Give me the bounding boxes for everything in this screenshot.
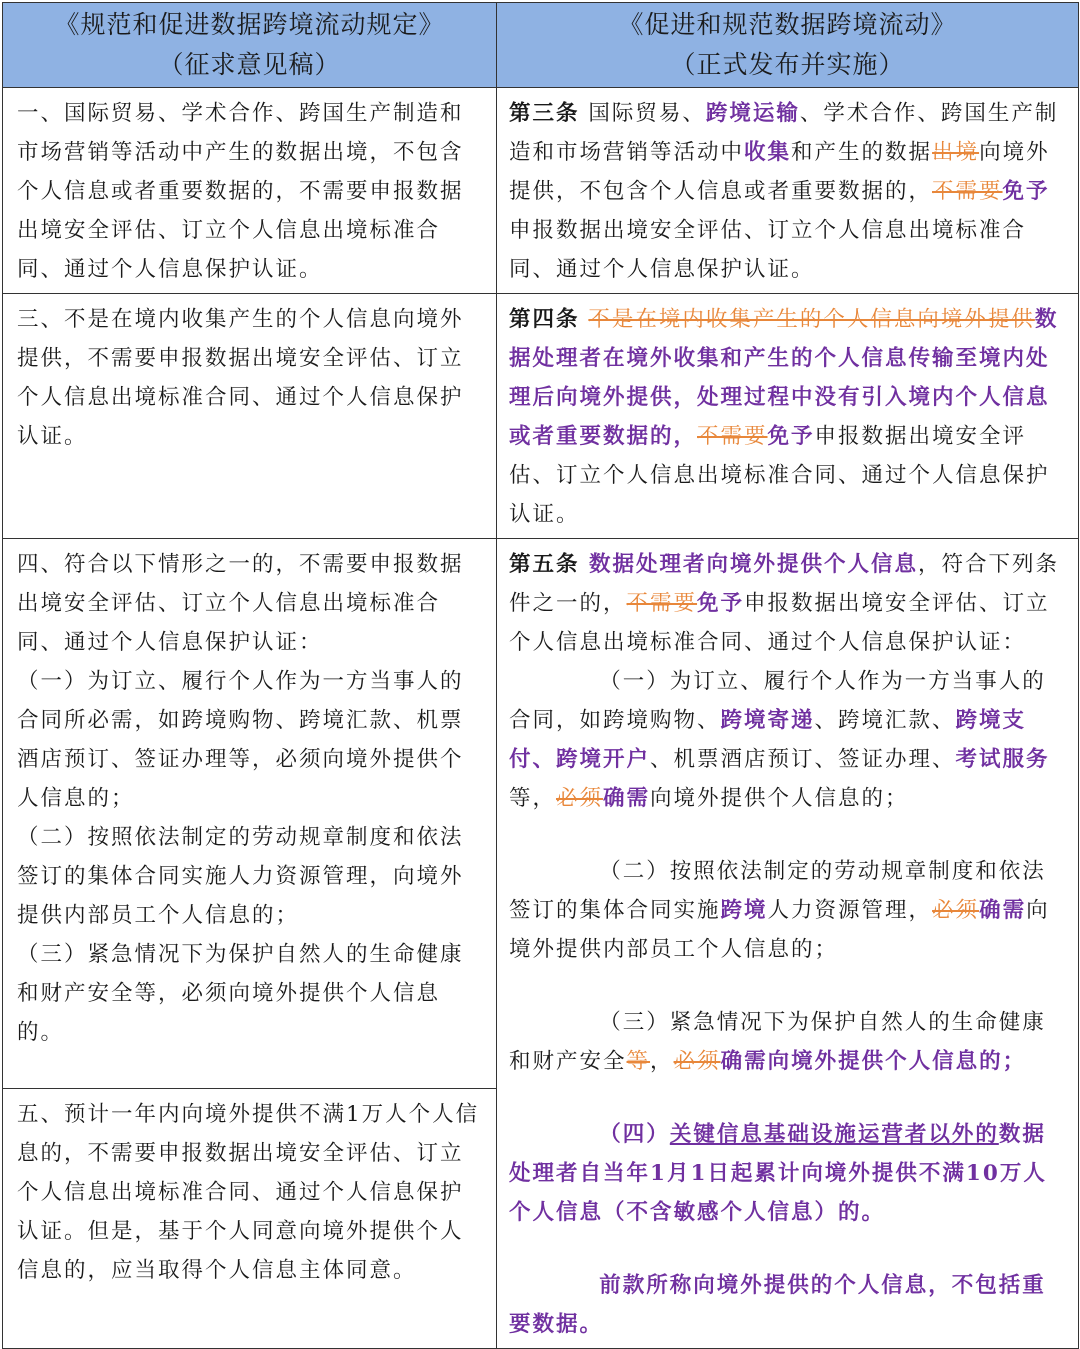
text-span: 、学术合作、跨国生产制造和市场营销等活动中 bbox=[509, 101, 1059, 165]
left-header-title: 《规范和促进数据跨境流动规定》 bbox=[54, 10, 445, 39]
text-span: 申报数据出境安全评估、订立个人信息出境标准合同、通过个人信息保护认证： bbox=[509, 591, 1050, 655]
text-span: ，符合下列条件之一的， bbox=[509, 552, 1060, 616]
text-span: 和产生的数据 bbox=[791, 140, 933, 165]
deleted-text: 不需要 bbox=[932, 179, 1003, 204]
draft-clause-5-text: 五、预计一年内向境外提供不满1万人个人信息的，不需要申报数据出境安全评估、订立个人信息出境标准合同、通过个人信息保护认证。但是，基于个人同意向境外提供个人信息的，应当取得个人信息主体同意。 bbox=[17, 1102, 480, 1283]
added-text: 数据处理者向境外提供个人信息 bbox=[579, 552, 919, 577]
draft-clause-1 bbox=[3, 88, 497, 294]
deleted-text: 不需要 bbox=[697, 424, 768, 449]
final-article-4 bbox=[497, 294, 1079, 539]
added-text: 免予 bbox=[767, 424, 815, 449]
text-span: 、跨境汇款、 bbox=[814, 708, 956, 733]
text-span: （二）按照依法制定的劳动规章制度和依法签订的集体合同实施 bbox=[509, 859, 1046, 923]
added-text: （四） bbox=[599, 1122, 670, 1147]
added-text: 数据处理者在境外收集和产生的个人信息传输至境内处理后向境外提供，处理过程中没有引入境内个人信息或者重要数据的， bbox=[509, 307, 1059, 449]
added-text: 跨境 bbox=[720, 898, 768, 923]
draft-clause-4-item-3: （三）紧急情况下为保护自然人的生命健康和财产安全等，必须向境外提供个人信息的。 bbox=[17, 942, 464, 1045]
deleted-text: 出境 bbox=[932, 140, 980, 165]
added-text: 收集 bbox=[744, 140, 792, 165]
deleted-text: 必须 bbox=[673, 1049, 721, 1074]
added-text: 确需 bbox=[603, 786, 651, 811]
draft-clause-4-intro: 四、符合以下情形之一的，不需要申报数据出境安全评估、订立个人信息出境标准合同、通过个人信息保护认证： bbox=[17, 552, 464, 655]
added-text: 跨境支付、跨境开户 bbox=[509, 708, 1027, 772]
deleted-text: 必须 bbox=[556, 786, 604, 811]
row-article-3 bbox=[3, 88, 1079, 294]
right-header-title: 《促进和规范数据跨境流动》 bbox=[618, 10, 957, 39]
spacer bbox=[509, 1081, 1064, 1115]
added-text: 数据处理者自当年1月1日起累计向境外提供不满10万人个人信息（不含敏感个人信息）的。 bbox=[509, 1122, 1047, 1225]
draft-clause-3-text: 三、不是在境内收集产生的个人信息向境外提供，不需要申报数据出境安全评估、订立个人信息出境标准合同、通过个人信息保护认证。 bbox=[17, 307, 464, 449]
article-number: 第五条 bbox=[509, 552, 580, 577]
final-article-5-item-4 bbox=[509, 1115, 1064, 1232]
text-span: 向境外提供个人信息的； bbox=[650, 786, 909, 811]
added-text: 跨境寄递 bbox=[720, 708, 815, 733]
added-text: 确需 bbox=[979, 898, 1027, 923]
text-span: 向境外提供，不包含个人信息或者重要数据的， bbox=[509, 140, 1050, 204]
right-header bbox=[497, 3, 1079, 88]
added-text: 考试服务 bbox=[955, 747, 1050, 772]
text-span: 国际贸易、 bbox=[579, 101, 706, 126]
deleted-text: 必须 bbox=[932, 898, 980, 923]
right-header-subtitle: （正式发布并实施） bbox=[670, 50, 905, 79]
draft-clause-1-text: 一、国际贸易、学术合作、跨国生产制造和市场营销等活动中产生的数据出境，不包含个人信息或者重要数据的，不需要申报数据出境安全评估、订立个人信息出境标准合同、通过个人信息保护认证。 bbox=[17, 101, 464, 282]
draft-clause-4-item-1: （一）为订立、履行个人作为一方当事人的合同所必需，如跨境购物、跨境汇款、机票酒店预订、签证办理等，必须向境外提供个人信息的； bbox=[17, 669, 464, 811]
row-article-4 bbox=[3, 294, 1079, 539]
spacer bbox=[509, 969, 1064, 1003]
text-span: （三）紧急情况下为保护自然人的生命健康和财产安全 bbox=[509, 1010, 1046, 1074]
final-article-3 bbox=[497, 88, 1079, 294]
left-header-subtitle: （征求意见稿） bbox=[158, 50, 341, 79]
spacer bbox=[509, 1232, 1064, 1266]
final-article-4-text bbox=[509, 300, 1064, 534]
text-span: 等， bbox=[509, 786, 557, 811]
final-article-5-item-2 bbox=[509, 852, 1064, 969]
draft-clause-3 bbox=[3, 294, 497, 539]
text-span: 向境外提供内部员工个人信息的； bbox=[509, 898, 1050, 962]
added-underlined-text: 关键信息基础设施运营者以外的 bbox=[669, 1122, 999, 1147]
final-article-5 bbox=[497, 539, 1079, 1349]
added-text: 跨境运输 bbox=[705, 101, 800, 126]
added-text: 免予 bbox=[1002, 179, 1050, 204]
text-span: 申报数据出境安全评估、订立个人信息出境标准合同、通过个人信息保护认证。 bbox=[509, 218, 1027, 282]
text-span: （一）为订立、履行个人作为一方当事人的合同，如跨境购物、 bbox=[509, 669, 1046, 733]
final-article-5-item-3 bbox=[509, 1003, 1064, 1081]
text-span: 人力资源管理， bbox=[767, 898, 933, 923]
comparison-table bbox=[2, 2, 1079, 1349]
text-span: 、机票酒店预订、签证办理、 bbox=[650, 747, 956, 772]
final-article-5-intro bbox=[509, 545, 1064, 662]
text-span: ， bbox=[650, 1049, 674, 1074]
article-number: 第三条 bbox=[509, 101, 580, 126]
draft-clause-4-item-2: （二）按照依法制定的劳动规章制度和依法签订的集体合同实施人力资源管理，向境外提供内部员工个人信息的； bbox=[17, 825, 464, 928]
row-article-5 bbox=[3, 539, 1079, 1089]
header-row bbox=[3, 3, 1079, 88]
deleted-text: 等 bbox=[626, 1049, 651, 1074]
text-span: 申报数据出境安全评估、订立个人信息出境标准合同、通过个人信息保护认证。 bbox=[509, 424, 1050, 527]
deleted-text: 不需要 bbox=[626, 591, 698, 616]
left-header bbox=[3, 3, 497, 88]
final-article-5-note: 前款所称向境外提供的个人信息，不包括重要数据。 bbox=[509, 1273, 1046, 1337]
spacer bbox=[509, 818, 1064, 852]
article-number: 第四条 bbox=[509, 307, 580, 332]
final-article-3-text bbox=[509, 94, 1064, 289]
draft-clause-5 bbox=[3, 1089, 497, 1349]
deleted-text: 不是在境内收集产生的个人信息向境外提供 bbox=[588, 307, 1035, 332]
added-text: 免予 bbox=[697, 591, 745, 616]
final-article-5-item-1 bbox=[509, 662, 1064, 818]
added-text: 确需向境外提供个人信息的； bbox=[720, 1049, 1027, 1074]
draft-clause-4 bbox=[3, 539, 497, 1089]
